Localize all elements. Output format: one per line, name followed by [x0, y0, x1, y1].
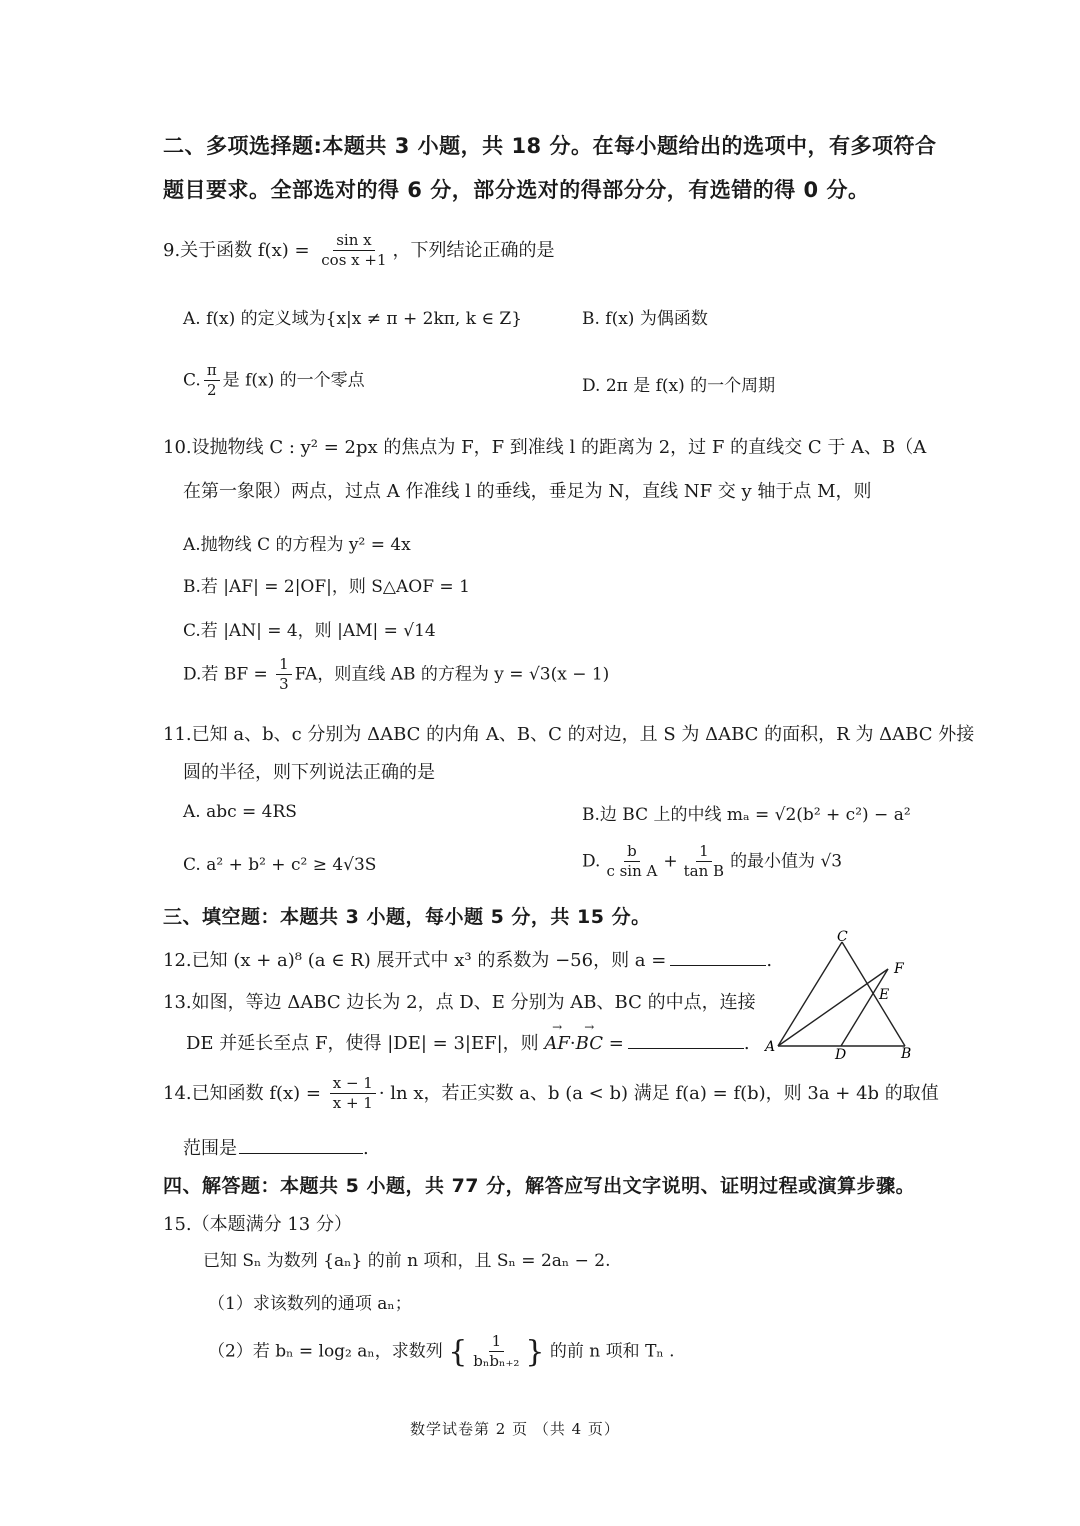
q14-stem-line1	[163, 1075, 939, 1113]
q10-stem-line2: 在第一象限）两点，过点 A 作准线 l 的垂线，垂足为 N，直线 NF 交 y 轴于点 M，则	[183, 481, 872, 502]
q14-line2-end: .	[363, 1138, 369, 1159]
section-4-heading: 四、解答题：本题共 5 小题，共 77 分，解答应写出文字说明、证明过程或演算步骤。	[163, 1175, 916, 1197]
figure-side-ac	[778, 942, 842, 1046]
q15-part2	[208, 1333, 675, 1371]
q14-post: · ln x，若正实数 a、b (a < b) 满足 f(a) = f(b)，则 3a + 4b 的取值	[378, 1082, 939, 1104]
page-footer: 数学试卷第 2 页 （共 4 页）	[410, 1420, 620, 1438]
q15-part2-pre: （2）若 bₙ = log₂ aₙ，求数列	[208, 1341, 443, 1362]
q13-period: .	[743, 1033, 750, 1054]
q9-option-c	[183, 362, 365, 400]
figure-label-a: A	[765, 1039, 776, 1055]
q11-option-d-post: 的最小值为 √3	[730, 851, 843, 872]
q15-part2-num: 1	[489, 1333, 505, 1352]
q9-option-c-pre: C.	[183, 370, 201, 391]
q11-stem-line1: 11.已知 a、b、c 分别为 ΔABC 的内角 A、B、C 的对边，且 S 为 ΔABC 的面积，R 为 ΔABC 外接	[163, 724, 975, 745]
q15-part2-post: 的前 n 项和 Tₙ .	[549, 1341, 675, 1362]
q10-option-d	[183, 656, 609, 694]
q12-text: 12.已知 (x + a)⁸ (a ∈ R) 展开式中 x³ 的系数为 −56，则 a =	[163, 950, 667, 971]
q9-option-c-fraction	[204, 362, 220, 400]
figure-label-c: C	[837, 929, 848, 945]
q10-option-c: C.若 |AN| = 4，则 |AM| = √14	[183, 621, 436, 641]
q14-pre: 14.已知函数 f(x) =	[163, 1082, 327, 1104]
q9-frac-num: sin x	[333, 232, 374, 251]
q13-stem-line1: 13.如图，等边 ΔABC 边长为 2，点 D、E 分别为 AB、BC 的中点，连接	[163, 992, 756, 1013]
section-3-heading: 三、填空题：本题共 3 小题，每小题 5 分，共 15 分。	[163, 906, 651, 928]
q11-option-d-den2: tan B	[683, 862, 725, 881]
q10-option-d-num: 1	[276, 656, 292, 675]
q12-stem	[163, 946, 772, 972]
q15-part1: （1）求该数列的通项 aₙ；	[208, 1294, 412, 1314]
q9-option-c-post: 是 f(x) 的一个零点	[222, 370, 365, 391]
section-2-heading-line1: 二、多项选择题:本题共 3 小题，共 18 分。在每小题给出的选项中，有多项符合	[163, 134, 937, 158]
q11-option-a: A. abc = 4RS	[183, 802, 297, 822]
q10-option-d-fraction	[276, 656, 292, 694]
q11-stem-line2: 圆的半径，则下列说法正确的是	[183, 762, 435, 783]
q11-option-d-fraction2	[681, 843, 727, 881]
q9-option-c-num: π	[204, 362, 220, 381]
q9-option-a: A. f(x) 的定义域为{x|x ≠ π + 2kπ, k ∈ Z}	[183, 309, 523, 329]
q10-option-a: A.抛物线 C 的方程为 y² = 4x	[183, 535, 411, 555]
q9-fraction	[318, 232, 389, 270]
section-2-heading-line2: 题目要求。全部选对的得 6 分，部分选对的得部分分，有选错的得 0 分。	[163, 178, 870, 202]
q14-frac-num: x − 1	[330, 1075, 376, 1094]
q10-option-d-pre: D.若 BF =	[183, 664, 274, 685]
q14-stem-line2	[183, 1134, 369, 1160]
q11-option-d-den1: c sin A	[606, 862, 658, 881]
q13-line2-pre: DE 并延长至点 F，使得 |DE| = 3|EF|，则	[186, 1033, 539, 1054]
q15-part2-den: bₙbₙ₊₂	[473, 1352, 520, 1371]
q11-option-d	[582, 843, 842, 881]
q15-right-brace: }	[525, 1334, 545, 1370]
q15-left-brace: {	[448, 1334, 468, 1370]
figure-segment-af	[778, 969, 888, 1046]
q11-option-d-pre: D.	[582, 851, 601, 872]
q11-option-c: C. a² + b² + c² ≥ 4√3S	[183, 855, 377, 875]
q11-option-d-num2: 1	[696, 843, 712, 862]
q9-stem-pre: 9.关于函数 f(x) =	[163, 239, 316, 261]
q9-stem	[163, 232, 555, 270]
q15-stem: 已知 Sₙ 为数列 {aₙ} 的前 n 项和，且 Sₙ = 2aₙ − 2.	[203, 1251, 611, 1271]
q11-option-d-fraction1	[603, 843, 660, 881]
q9-frac-den: cos x +1	[321, 251, 387, 270]
q13-triangle-figure	[760, 928, 920, 1068]
q15-part2-fraction	[470, 1333, 522, 1371]
q13-vector-af: → AF	[544, 1033, 570, 1054]
q9-option-c-den: 2	[206, 381, 217, 400]
q14-answer-blank[interactable]	[239, 1152, 363, 1154]
q13-equals: =	[608, 1033, 624, 1054]
q11-option-d-num1: b	[624, 843, 640, 862]
q14-frac-den: x + 1	[332, 1094, 373, 1113]
q9-stem-post: ，下列结论正确的是	[392, 239, 555, 261]
q9-option-b: B. f(x) 为偶函数	[582, 309, 708, 329]
figure-label-b: B	[901, 1046, 912, 1062]
q13-answer-blank[interactable]	[628, 1047, 744, 1049]
q10-option-b: B.若 |AF| = 2|OF|，则 S△AOF = 1	[183, 577, 470, 597]
q9-option-d: D. 2π 是 f(x) 的一个周期	[582, 376, 776, 396]
q14-line2: 范围是	[183, 1138, 237, 1159]
q10-option-d-post: FA，则直线 AB 的方程为 y = √3(x − 1)	[294, 664, 610, 685]
q12-period: .	[766, 950, 773, 971]
figure-label-e: E	[879, 987, 890, 1003]
q12-answer-blank[interactable]	[670, 964, 766, 966]
q15-title: 15.（本题满分 13 分）	[163, 1214, 352, 1235]
figure-label-d: D	[835, 1047, 847, 1063]
q10-stem-line1: 10.设抛物线 C : y² = 2px 的焦点为 F，F 到准线 l 的距离为 2，过 F 的直线交 C 于 A、B（A	[163, 437, 927, 458]
q10-option-d-den: 3	[279, 675, 289, 694]
q13-stem-line2	[186, 1029, 750, 1055]
q11-option-d-plus: +	[663, 851, 678, 872]
q11-option-b: B.边 BC 上的中线 mₐ = √2(b² + c²) − a²	[582, 805, 911, 825]
q13-dot: ·	[569, 1033, 576, 1054]
figure-label-f: F	[894, 961, 904, 977]
q14-fraction	[330, 1075, 376, 1113]
q13-vector-bc: → BC	[576, 1033, 603, 1054]
